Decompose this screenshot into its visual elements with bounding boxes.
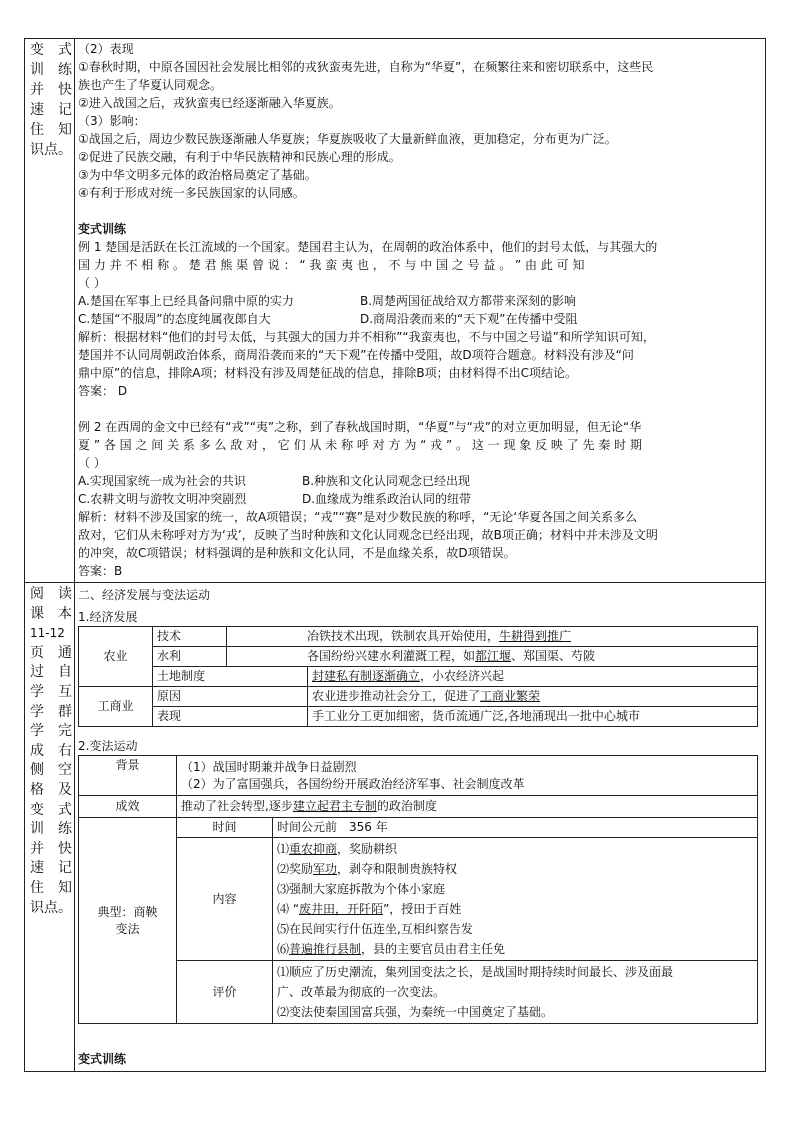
subsection-reform: 2.变法运动 — [78, 739, 138, 753]
side-label-line: 11-12 — [30, 626, 65, 641]
value-underlined: 重农抑商 — [289, 842, 338, 856]
value-text: 各国纷纷兴建水利灌溉工程，如 — [307, 649, 476, 663]
side-label-line: 侧 空 — [30, 762, 72, 779]
value-text: ，县的主要官员由君主任免 — [361, 942, 506, 956]
heading-yingxiang: （3）影响： — [78, 114, 146, 128]
value-show: 手工业分工更加细密，货币流通广泛,各地涌现出一批中心城市 — [308, 707, 758, 727]
value-text: ”，授田于百姓 — [383, 902, 462, 916]
paragraph: ①春秋时期，中原各国因社会发展比相邻的戎狄蛮夷先进，自称为“华夏”，在频繁往来和密切联系中，这些民 — [78, 60, 654, 74]
side-label-line: 变 式 — [30, 801, 72, 818]
evaluation-item: ⑵变法使秦国国富兵强，为秦统一中国奠定了基础。 — [277, 1005, 554, 1019]
example-2-stem: 夏 ” 各 国 之 间 关 系 多 么 敌 对 ， 它 们 从 未 称 呼 对 方 为 “ 戎 ” 。 这 一 现 象 反 映 了 先 秦 时 期 — [78, 438, 642, 452]
section1-content — [78, 40, 758, 580]
label-background: 背景 — [79, 756, 177, 796]
row-label-agriculture: 农业 — [79, 627, 153, 687]
content-item — [277, 859, 753, 879]
value-underlined: 废井田，开阡陌 — [299, 902, 384, 916]
background-item: （1）战国时期兼并战争日益剧烈 — [181, 759, 357, 774]
content-item — [277, 939, 753, 959]
value-text: 冶铁技术出现，铁制农具开始使用， — [307, 629, 500, 643]
label-text: 典型：商鞅变法 — [97, 904, 158, 936]
value-underlined: 牛耕得到推广 — [499, 629, 572, 643]
side-label-line: 过 自 — [30, 664, 72, 681]
value-text: ，奖励耕织 — [337, 842, 398, 856]
example-1-answer: 答案： D — [78, 384, 128, 398]
value-underlined: 军功 — [313, 862, 338, 876]
evaluation-item: 广、改革最为彻底的一次变法。 — [277, 985, 446, 999]
example-2-answer: 答案：B — [78, 564, 123, 578]
value-text: ，小农经济兴起 — [420, 669, 505, 683]
label-typical-shang-yang — [79, 818, 177, 1024]
value-underlined: 普遍推行县制 — [289, 942, 362, 956]
section2-practice-block — [78, 1050, 758, 1068]
example-1-analysis: 鼎中原”的信息，排除A项；材料没有涉及周楚征战的信息，排除B项；由材料得不出C项结论。 — [78, 366, 578, 380]
side-label-line: 课 本 — [30, 605, 72, 622]
side-label-line: 住 知 — [30, 879, 72, 896]
option-b: B.周楚两国征战给双方都带来深刻的影响 — [360, 294, 577, 308]
value-content — [273, 838, 758, 961]
side-label-line: 速 记 — [30, 860, 72, 877]
heading-biaoxian: （2）表现 — [78, 42, 134, 56]
practice-title: 变式训练 — [78, 222, 127, 236]
spacer — [78, 400, 758, 418]
example-2-options-cd — [78, 490, 758, 508]
content-item: ⑸在民间实行什伍连坐,互相纠察告发 — [277, 922, 473, 936]
impact-item: ④有利于形成对统一多民族国家的认同感。 — [78, 186, 305, 200]
example-1-analysis: 解析：根据材料“他们的封号太低，与其强大的国力并不相称”“我蛮夷也，不与中国之号谥”和所学知识可知， — [78, 330, 655, 344]
label-evaluation: 评价 — [177, 961, 273, 1024]
value-text: ⑹ — [277, 942, 290, 956]
practice-title: 变式训练 — [78, 1052, 127, 1066]
side-label-line: 学 群 — [30, 703, 72, 720]
value-text: ⑵奖励 — [277, 862, 314, 876]
section-title: 二、经济发展与变法运动 — [78, 588, 211, 602]
side-label-1 — [30, 40, 72, 160]
example-2-analysis: 敌对，它们从未称呼对方为‘戎’，反映了当时种族和文化认同观念已经出现，故B项正确；材料中并未涉及文明 — [78, 528, 658, 542]
example-1-stem: 国 力 并 不 相 称 。 楚 君 熊 渠 曾 说 ： “ 我 蛮 夷 也 ， 不 与 中 国 之 号 益 。 ” 由 此 可 知 — [78, 258, 585, 272]
value-effect — [177, 796, 758, 818]
value-underlined: 都江堰 — [475, 649, 512, 663]
value-time: 时间公元前 356 年 — [273, 818, 758, 838]
example-1-analysis: 楚国并不认同周朝政治体系，商周沿袭而来的“天下观”在传播中受阻，故D项符合题意。材料没有涉及“问 — [78, 348, 634, 362]
side-label-line: 变 式 — [30, 42, 72, 58]
value-text: 的政治制度 — [376, 799, 437, 813]
content-item: ⑶强制大家庭拆散为个体小家庭 — [277, 882, 446, 896]
impact-item: ②促进了民族交融，有利于中华民族精神和民族心理的形成。 — [78, 150, 401, 164]
value-background — [177, 756, 758, 796]
value-evaluation — [273, 961, 758, 1024]
side-label-line: 速 记 — [30, 102, 72, 118]
example-2-stem: 例 2 在西周的金文中已经有“戎”“夷”之称，到了春秋战国时期，“华夏”与“戎”的对立更加明显，但无论“华 — [78, 420, 642, 434]
label-land: 土地制度 — [153, 667, 308, 687]
spacer — [78, 202, 758, 220]
label-water: 水利 — [153, 647, 227, 667]
section2-title-block — [78, 586, 758, 626]
side-label-2 — [30, 585, 72, 918]
label-cause: 原因 — [153, 687, 308, 707]
example-1-blank: （ ） — [78, 276, 106, 290]
option-d: D.商周沿袭而来的“天下观”在传播中受阻 — [360, 312, 578, 326]
example-2-analysis: 的冲突，故C项错误；材料强调的是种族和文化认同，不是血缘关系，故D项错误。 — [78, 546, 516, 560]
value-land — [308, 667, 758, 687]
side-label-line: 并 快 — [30, 840, 72, 857]
example-2-analysis: 解析：材料不涉及国家的统一，故A项错误；“戎”“赛”是对少数民族的称呼，“无论‘华夏各国之间关系多么 — [78, 510, 638, 524]
content-item — [277, 899, 753, 919]
value-text: ⑴ — [277, 842, 290, 856]
value-text: ⑷ “ — [277, 902, 300, 916]
option-c: C.楚国“不服周”的态度纯属夜郎自大 — [78, 312, 271, 326]
side-label-line: 学 互 — [30, 683, 72, 700]
value-text: 农业进步推动社会分工，促进了 — [312, 689, 481, 703]
column-divider — [74, 38, 75, 1071]
side-label-line: 训 练 — [30, 62, 72, 78]
label-effect: 成效 — [79, 796, 177, 818]
side-label-line: 识点。 — [30, 142, 72, 158]
value-text: ，剥夺和限制贵族特权 — [337, 862, 458, 876]
option-c: C.农耕文明与游牧文明冲突剧烈 — [78, 492, 247, 506]
economy-table — [78, 626, 758, 727]
subsection-economy: 1.经济发展 — [78, 610, 138, 624]
side-label-line: 识点。 — [30, 899, 72, 916]
label-content: 内容 — [177, 838, 273, 961]
reform-table — [78, 755, 758, 1024]
side-label-line: 并 快 — [30, 82, 72, 98]
example-2-options-ab — [78, 472, 758, 490]
option-d: D.血缘成为维系政治认同的纽带 — [302, 492, 472, 506]
content-item — [277, 839, 753, 859]
label-show: 表现 — [153, 707, 308, 727]
paragraph: ②进入战国之后，戎狄蛮夷已经逐渐融入华夏族。 — [78, 96, 341, 110]
option-b: B.种族和文化认同观念已经出现 — [302, 474, 471, 488]
impact-item: ①战国之后，周边少数民族逐渐融人华夏族；华夏族吸收了大量新鲜血液，更加稳定，分布更为广泛。 — [78, 132, 617, 146]
side-label-line: 成 右 — [30, 742, 72, 759]
side-label-line: 学 完 — [30, 723, 72, 740]
example-1-stem: 例 1 楚国是活跃在长江流域的一个国家。楚国君主认为，在周朝的政治体系中，他们的封号太低，与其强大的 — [78, 240, 658, 254]
value-underlined: 工商业繁荣 — [480, 689, 541, 703]
example-1-options-ab — [78, 292, 758, 310]
side-label-line: 页 通 — [30, 644, 72, 661]
value-text: 推动了社会转型,逐步 — [181, 799, 293, 813]
row-divider — [24, 582, 765, 583]
value-underlined: 封建私有制逐渐确立 — [312, 669, 421, 683]
row-label-industry-commerce: 工商业 — [79, 687, 153, 727]
side-label-line: 住 知 — [30, 122, 72, 138]
value-cause — [308, 687, 758, 707]
side-label-line: 训 练 — [30, 821, 72, 838]
impact-item: ③为中华文明多元体的政治格局奠定了基础。 — [78, 168, 317, 182]
background-item: （2）为了富国强兵，各国纷纷开展政治经济军事、社会制度改革 — [181, 776, 525, 791]
value-text: 、郑国渠、芍陂 — [511, 649, 596, 663]
value-underlined: 建立起君主专制 — [292, 799, 377, 813]
label-time: 时间 — [177, 818, 273, 838]
evaluation-item: ⑴顺应了历史潮流，集列国变法之长，是战国时期持续时间最长、涉及面最 — [277, 965, 674, 979]
label-tech: 技术 — [153, 627, 227, 647]
value-tech — [227, 627, 758, 647]
subsection-reform-block — [78, 737, 758, 755]
value-water — [227, 647, 758, 667]
example-1-options-cd — [78, 310, 758, 328]
side-label-line: 格 及 — [30, 781, 72, 798]
option-a: A.楚国在军事上已经具备问鼎中原的实力 — [78, 294, 294, 308]
paragraph: 族也产生了华夏认同观念。 — [78, 78, 223, 92]
side-label-line: 阅 读 — [30, 586, 72, 602]
example-2-blank: （ ） — [78, 456, 106, 470]
option-a: A.实现国家统一成为社会的共识 — [78, 474, 246, 488]
